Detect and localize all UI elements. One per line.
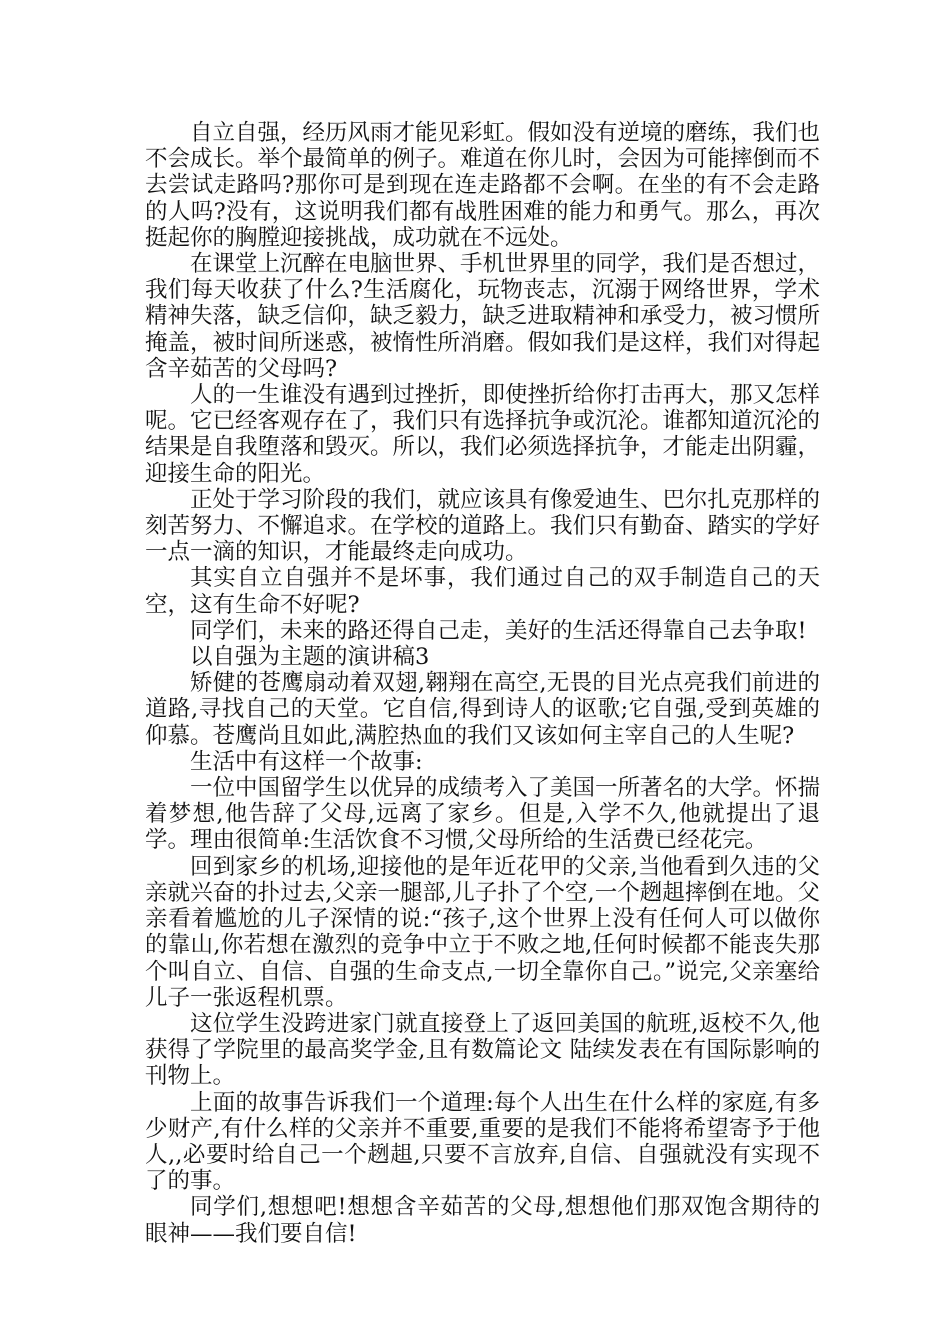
paragraph: 矫健的苍鹰扇动着双翅,翱翔在高空,无畏的目光点亮我们前进的道路,寻找自己的天堂。它自信,得到诗人的讴歌;它自强,受到英雄的仰慕。苍鹰尚且如此,满腔热血的我们又该如何主宰自己的人生呢? <box>145 670 820 749</box>
paragraph: 同学们，未来的路还得自己走，美好的生活还得靠自己去争取! <box>190 617 807 644</box>
paragraph: 在课堂上沉醉在电脑世界、手机世界里的同学，我们是否想过，我们每天收获了什么?生活腐化，玩物丧志，沉溺于网络世界，学术精神失落，缺乏信仰，缺乏毅力，缺乏进取精神和承受力，被习惯所掩盖，被时间所迷惑，被惰性所消磨。假如我们是这样，我们对得起含辛茹苦的父母吗? <box>145 251 821 382</box>
paragraph: 人的一生谁没有遇到过挫折，即使挫折给你打击再大，那又怎样呢。它已经客观存在了，我们只有选择抗争或沉沦。谁都知道沉沦的结果是自我堕落和毁灭。所以，我们必须选择抗争，才能走出阴霾，迎接生命的阳光。 <box>145 382 821 487</box>
paragraph: 正处于学习阶段的我们，就应该具有像爱迪生、巴尔扎克那样的刻苦努力、不懈追求。在学校的道路上。我们只有勤奋、踏实的学好一点一滴的知识，才能最终走向成功。 <box>145 486 821 566</box>
section-heading: 以自强为主题的演讲稿3 <box>190 644 430 671</box>
paragraph: 生活中有这样一个故事: <box>190 748 423 775</box>
paragraph: 自立自强，经历风雨才能见彩虹。假如没有逆境的磨练，我们也不会成长。举个最简单的例子。难道在你儿时，会因为可能摔倒而不去尝试走路吗?那你可是到现在连走路都不会啊。在坐的有不会走路的人吗?没有，这说明我们都有战胜困难的能力和勇气。那么，再次挺起你的胸膛迎接挑战，成功就在不远处。 <box>145 120 821 251</box>
document-body <box>145 120 820 1247</box>
paragraph: 其实自立自强并不是坏事，我们通过自己的双手制造自己的天空，这有生命不好呢? <box>145 565 820 618</box>
paragraph: 这位学生没跨进家门就直接登上了返回美国的航班,返校不久,他获得了学院里的最高奖学金,且有数篇论文 陆续发表在有国际影响的刊物上。 <box>145 1010 820 1090</box>
paragraph: 上面的故事告诉我们一个道理:每个人出生在什么样的家庭,有多少财产,有什么样的父亲并不重要,重要的是我们不能将希望寄予于他人,,必要时给自己一个趔趄,只要不言放弃,自信、自强就没有实现不了的事。 <box>145 1089 820 1195</box>
paragraph: 同学们,想想吧!想想含辛茹苦的父母,想想他们那双饱含期待的眼神——我们要自信! <box>145 1194 820 1247</box>
paragraph: 一位中国留学生以优异的成绩考入了美国一所著名的大学。怀揣着梦想,他告辞了父母,远离了家乡。但是,入学不久,他就提出了退学。理由很简单:生活饮食不习惯,父母所给的生活费已经花完。 <box>145 775 821 854</box>
paragraph: 回到家乡的机场,迎接他的是年近花甲的父亲,当他看到久违的父亲就兴奋的扑过去,父亲一腿部,儿子扑了个空,一个趔趄摔倒在地。父亲看着尴尬的儿子深情的说:“孩子,这个世界上没有任何人可以做你的靠山,你若想在激烈的竞争中立于不败之地,任何时候都不能丧失那个叫自立、自信、自强的生命支点,一切全靠你自己。”说完,父亲塞给儿子一张返程机票。 <box>145 853 820 1011</box>
